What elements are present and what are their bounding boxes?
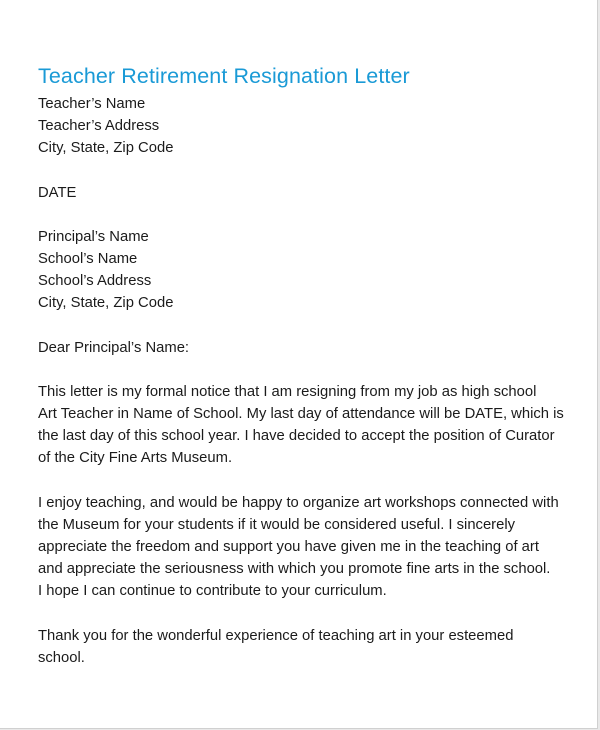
date-block [38, 182, 583, 204]
spacer [38, 470, 583, 492]
spacer [38, 315, 583, 337]
letter-content [38, 62, 583, 669]
paragraph-line: the Museum for your students if it would be considered useful. I sincerely [38, 516, 516, 533]
recipient-block [38, 226, 583, 315]
paragraph-line: school. [38, 649, 85, 666]
paragraph-line: the last day of this school year. I have decided to accept the position of Curator [38, 428, 555, 445]
recipient-city-state-zip: City, State, Zip Code [38, 295, 174, 312]
paragraph-line: and appreciate the seriousness with which you promote fine arts in the school. [38, 561, 551, 578]
spacer [38, 603, 583, 625]
paragraph-line: Art Teacher in Name of School. My last day of attendance will be DATE, which is [38, 406, 564, 423]
recipient-school: School’s Name [38, 251, 138, 268]
letter-title: Teacher Retirement Resignation Letter [38, 64, 410, 88]
letter-date: DATE [38, 184, 77, 201]
recipient-name: Principal’s Name [38, 228, 149, 245]
paragraph-line: appreciate the freedom and support you have given me in the teaching of art [38, 539, 539, 556]
salutation: Dear Principal’s Name: [38, 339, 190, 356]
spacer [38, 160, 583, 182]
sender-block [38, 93, 583, 160]
paragraph-2 [38, 492, 583, 603]
paragraph-line: This letter is my formal notice that I am resigning from my job as high school [38, 383, 537, 400]
sender-name: Teacher’s Name [38, 96, 146, 112]
paragraph-line: I hope I can continue to contribute to your curriculum. [38, 583, 387, 600]
paragraph-line: Thank you for the wonderful experience of teaching art in your esteemed [38, 627, 514, 644]
sender-address: Teacher’s Address [38, 118, 160, 135]
spacer [38, 359, 583, 381]
paragraph-1 [38, 381, 583, 470]
sender-city-state-zip: City, State, Zip Code [38, 140, 174, 157]
salutation-block [38, 337, 583, 359]
paragraph-line: of the City Fine Arts Museum. [38, 450, 233, 467]
spacer [38, 204, 583, 226]
paragraph-line: I enjoy teaching, and would be happy to organize art workshops connected with [38, 494, 559, 511]
recipient-address: School’s Address [38, 273, 152, 290]
paragraph-3 [38, 625, 583, 669]
